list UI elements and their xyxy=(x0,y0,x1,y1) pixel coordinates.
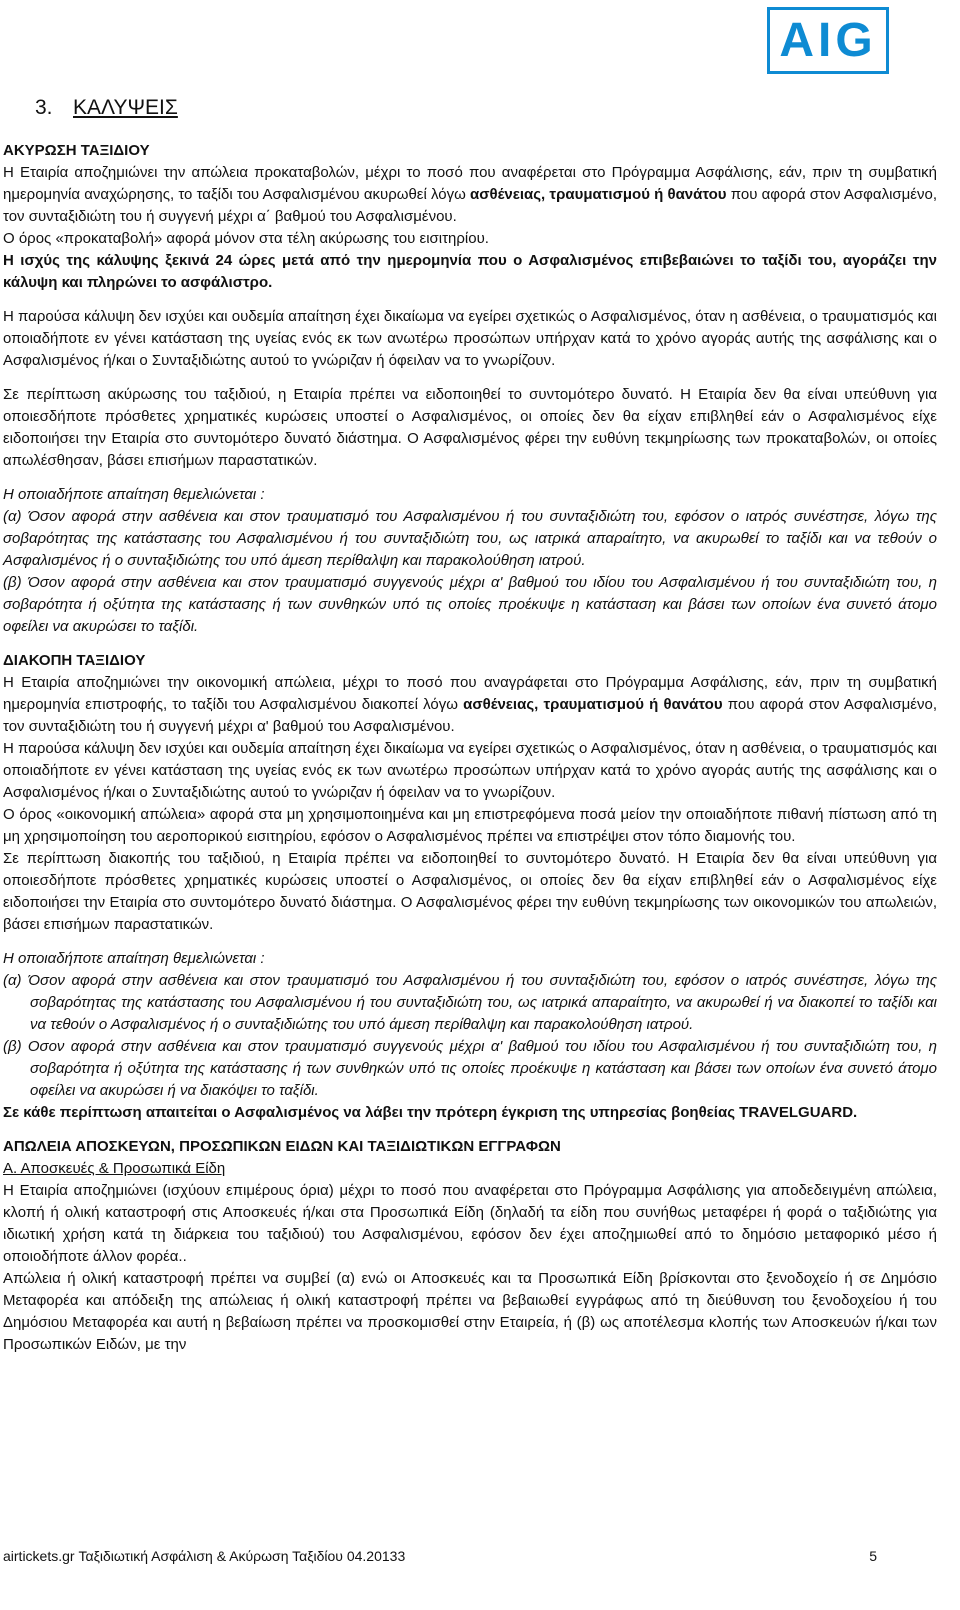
text-run: Η Εταιρία αποζημιώνει την οικονομική απώλεια, μέχρι το ποσό που αναγράφεται στο Πρόγραμμα Ασφάλισης, εάν, πριν τη συμβατική ημερομηνία επιστροφής, το ταξίδι του Ασφαλισμένου διακοπεί λόγω xyxy=(3,674,937,713)
document-body xyxy=(0,94,960,1534)
interruption-paragraph-1 xyxy=(3,672,937,738)
bold-run: ασθένειας, τραυματισμού ή θανάτου xyxy=(470,186,727,203)
interruption-heading: ΔΙΑΚΟΠΗ ΤΑΞΙΔΙΟΥ xyxy=(3,652,146,669)
interruption-financial-loss: Ο όρος «οικονομική απώλεια» αφορά στα μη χρησιμοποιημένα και μη επιστρεφόμενα ποσά μείον την οποιαδήποτε πιθανή πίστωση από τη μη χρησιμοποίηση του αεροπορικού εισιτηρίου, εφόσον ο Ασφαλισμένος πρέπει να επιστρέψει στον τόπο διαμονής του. xyxy=(3,806,937,845)
baggage-subheading: Α. Αποσκευές & Προσωπικά Είδη xyxy=(3,1160,226,1177)
interruption-exclusion: Η παρούσα κάλυψη δεν ισχύει και ουδεμία απαίτηση έχει δικαίωμα να εγείρει σχετικώς ο Ασφαλισμένος, όταν η ασθένεια, ο τραυματισμός και οποιαδήποτε εν γένει κατάσταση της υγείας ενός εκ των ανωτέρω προσώπων υπήρχαν κατά το χρόνο αγοράς αυτής της ασφάλισης και ο Ασφαλισμένος ή/και ο Συνταξιδιώτης αυτού το γνώριζαν ή όφειλαν να το γνωρίζουν. xyxy=(3,740,937,801)
text-run: που αφορά στον Ασφαλισμένο, τον συνταξιδιώτη του ή συγγενή μέχρι α΄ βαθμού του Ασφαλισμένου. xyxy=(3,186,938,225)
cancellation-coverage-start: Η ισχύς της κάλυψης ξεκινά 24 ώρες μετά από την ημερομηνία που ο Ασφαλισμένος επιβεβαιώνει το ταξίδι του, αγοράζει την κάλυψη και πληρώνει το ασφάλιστρο. xyxy=(3,252,937,291)
section-heading: ΚΑΛΥΨΕΙΣ xyxy=(73,96,178,119)
cancellation-claim-a: (α) Όσον αφορά στην ασθένεια και στον τραυματισμό του Ασφαλισμένου ή του συνταξιδιώτη του, εφόσον ο ιατρός συνέστησε, λόγω της σοβαρότητας της κατάστασης του Ασφαλισμένου ή του συνταξιδιώτη του, ως ιατρικά απαραίτητο, να ακυρωθεί το ταξίδι και να τεθούν ο Ασφαλισμένος ή ο συνταξιδιώτης του υπό άμεση περίθαλψη και παρακολούθηση ιατρού. xyxy=(3,508,937,569)
text-run: που αφορά στον Ασφαλισμένο, τον συνταξιδιώτη του ή συγγενή μέχρι α' βαθμού του Ασφαλισμένου. xyxy=(3,696,938,735)
baggage-paragraph-2: Απώλεια ή ολική καταστροφή πρέπει να συμβεί (α) ενώ οι Αποσκευές και τα Προσωπικά Είδη βρίσκονται στο ξενοδοχείο ή σε Δημόσιο Μεταφορέα και απόδειξη της απώλειας ή ολική καταστροφή πρέπει να βεβαιωθεί εγγράφως από τη διεύθυνση του ξενοδοχείου ή του Δημόσιου Μεταφορέα και αυτή η βεβαίωση πρέπει να προσκομισθεί στην Εταιρεία, ή (β) ως αποτέλεσμα κλοπής των Αποσκευών ή/και των Προσωπικών Ειδών, με την xyxy=(3,1270,937,1353)
baggage-heading: ΑΠΩΛΕΙΑ ΑΠΟΣΚΕΥΩΝ, ΠΡΟΣΩΠΙΚΩΝ ΕΙΔΩΝ ΚΑΙ ΤΑΞΙΔΙΩΤΙΚΩΝ ΕΓΓΡΑΦΩΝ xyxy=(3,1138,561,1155)
cancellation-notification: Σε περίπτωση ακύρωσης του ταξιδιού, η Εταιρία πρέπει να ειδοποιηθεί το συντομότερο δυνατό. Η Εταιρία δεν θα είναι υπεύθυνη για οποιεσδήποτε πρόσθετες χρηματικές κυρώσεις υποστεί ο Ασφαλισμένος, οι οποίες δεν θα είχαν επιβληθεί εάν ο Ασφαλισμένος είχε ειδοποιήσει την Εταιρία στο συντομότερο δυνατό διάστημα. Ο Ασφαλισμένος φέρει την ευθύνη τεκμηρίωσης των προκαταβολών, οι οποίες απωλέσθησαν, βάσει επισήμων παραστατικών. xyxy=(3,386,937,469)
interruption-approval: Σε κάθε περίπτωση απαιτείται ο Ασφαλισμένος να λάβει την πρότερη έγκριση της υπηρεσίας βοηθείας TRAVELGUARD. xyxy=(3,1104,858,1121)
text-run: Η Εταιρία αποζημιώνει την απώλεια προκαταβολών, μέχρι το ποσό που αναφέρεται στο Πρόγραμμα Ασφάλισης, εάν, πριν τη συμβατική ημερομηνία αναχώρησης, το ταξίδι του Ασφαλισμένου ακυρωθεί λόγω xyxy=(3,164,937,203)
aig-logo: AIG xyxy=(767,7,889,74)
page-number: 5 xyxy=(869,1548,877,1564)
page-footer xyxy=(3,1547,877,1565)
cancellation-claims-intro: Η οποιαδήποτε απαίτηση θεμελιώνεται : xyxy=(3,486,265,503)
interruption-claims-intro: Η οποιαδήποτε απαίτηση θεμελιώνεται : xyxy=(3,950,265,967)
section-title xyxy=(35,94,960,122)
cancellation-paragraph-2: Ο όρος «προκαταβολή» αφορά μόνον στα τέλη ακύρωσης του εισιτηρίου. xyxy=(3,230,489,247)
cancellation-heading: ΑΚΥΡΩΣΗ ΤΑΞΙΔΙΟΥ xyxy=(3,142,150,159)
interruption-notification: Σε περίπτωση διακοπής του ταξιδιού, η Εταιρία πρέπει να ειδοποιηθεί το συντομότερο δυνατό. Η Εταιρία δεν θα είναι υπεύθυνη για οποιεσδήποτε πρόσθετες χρηματικές κυρώσεις υποστεί ο Ασφαλισμένος, οι οποίες δεν θα είχαν επιβληθεί εάν ο Ασφαλισμένος είχε ειδοποιήσει την Εταιρία στο συντομότερο δυνατό διάστημα. Ο Ασφαλισμένος φέρει την ευθύνη τεκμηρίωσης των οικονομικών του απωλειών, βάσει επισήμων παραστατικών. xyxy=(3,850,937,933)
bold-run: ασθένειας, τραυματισμού ή θανάτου xyxy=(463,696,723,713)
cancellation-paragraph-1 xyxy=(3,162,937,228)
interruption-claim-a: (α) Όσον αφορά στην ασθένεια και στον τραυματισμό του Ασφαλισμένου ή του συνταξιδιώτη του, εφόσον ο ιατρός συνέστησε, λόγω της σοβαρότητας της κατάστασης του Ασφαλισμένου ή του συνταξιδιώτη του, ως ιατρικά απαραίτητο, να ακυρωθεί ή να διακοπεί το ταξίδι και να τεθούν ο Ασφαλισμένος ή ο συνταξιδιώτης του υπό άμεση περίθαλψη και παρακολούθηση ιατρού. xyxy=(3,972,937,1033)
baggage-paragraph-1: Η Εταιρία αποζημιώνει (ισχύουν επιμέρους όρια) μέχρι το ποσό που αναφέρεται στο Πρόγραμμα Ασφάλισης για αποδεδειγμένη απώλεια, κλοπή ή ολική καταστροφή στις Αποσκευές ή/και στα Προσωπικά Είδη (δηλαδή τα είδη που συνήθως μεταφέρει ή φορά ο ταξιδιώτης για ιδιωτική χρήση κατά τη διάρκεια του ταξιδιού) του Ασφαλισμένου, εφόσον δεν έχει αποζημιωθεί από το δημόσιο μεταφορικό μέσο ή οποιοδήποτε άλλον φορέα.. xyxy=(3,1182,937,1265)
cancellation-claim-b: (β) Όσον αφορά στην ασθένεια και στον τραυματισμό συγγενούς μέχρι α' βαθμού του ιδίου του Ασφαλισμένου ή του συνταξιδιώτη του, η σοβαρότητα ή οξύτητα της κατάστασης ή των συνθηκών υπό τις οποίες προέκυψε η κατάσταση και βάσει των οποίων ένα συνετό άτομο οφείλει να ακυρώσει το ταξίδι. xyxy=(3,574,937,635)
section-number: 3. xyxy=(35,96,53,119)
footer-text: airtickets.gr Ταξιδιωτική Ασφάλιση & Ακύρωση Ταξιδίου 04.20133 xyxy=(3,1548,406,1564)
cancellation-exclusion: Η παρούσα κάλυψη δεν ισχύει και ουδεμία απαίτηση έχει δικαίωμα να εγείρει σχετικώς ο Ασφαλισμένος, όταν η ασθένεια, ο τραυματισμός και οποιαδήποτε εν γένει κατάσταση της υγείας ενός εκ των ανωτέρω προσώπων υπήρχαν κατά το χρόνο αγοράς αυτής της ασφάλισης και ο Ασφαλισμένος ή/και ο Συνταξιδιώτης αυτού το γνώριζαν ή όφειλαν να το γνωρίζουν. xyxy=(3,308,937,369)
interruption-claim-b: (β) Οσον αφορά στην ασθένεια και στον τραυματισμό συγγενούς μέχρι α' βαθμού του ιδίου του Ασφαλισμένου ή του συνταξιδιώτη του, η σοβαρότητα ή οξύτητα της κατάστασης ή των συνθηκών υπό τις οποίες προέκυψε η κατάσταση και βάσει των οποίων ένα συνετό άτομο οφείλει να ακυρώσει ή να διακόψει το ταξίδι. xyxy=(3,1038,937,1099)
